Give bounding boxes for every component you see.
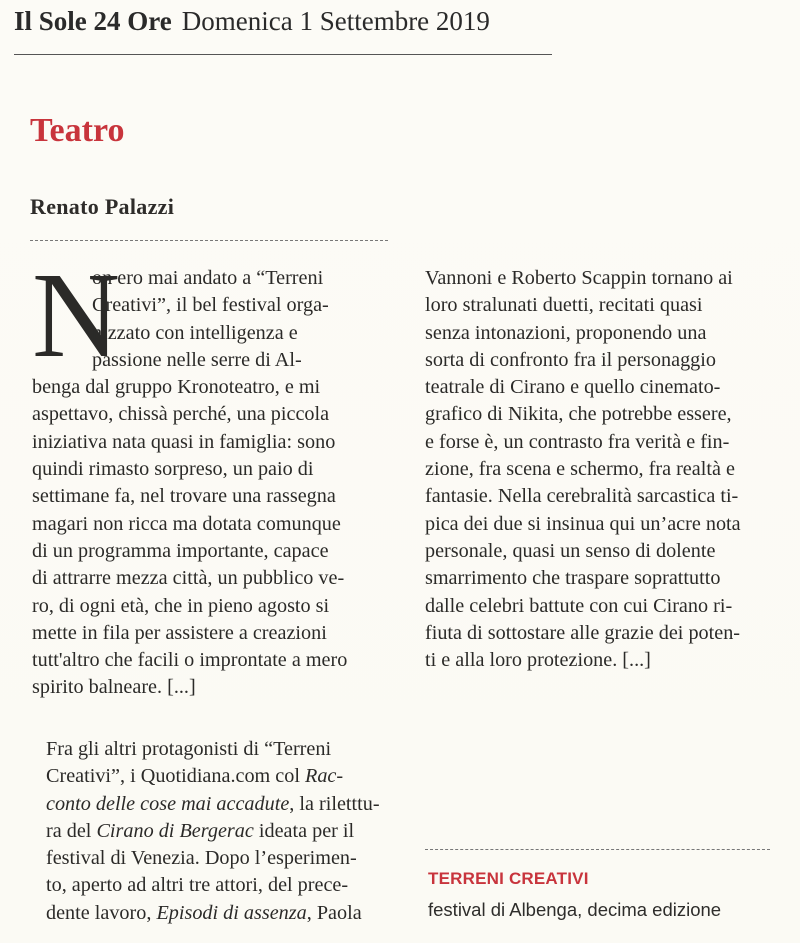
article-line: ra del Cirano di Bergerac ideata per il bbox=[46, 819, 355, 842]
article-line: dalle celebri battute con cui Cirano ri- bbox=[425, 594, 733, 617]
author-byline: Renato Palazzi bbox=[30, 194, 175, 219]
article-line: loro stralunati duetti, recitati quasi bbox=[425, 294, 703, 317]
masthead-brand: Il Sole 24 Ore bbox=[14, 6, 172, 36]
article-line: mette in fila per assistere a creazioni bbox=[32, 621, 327, 644]
article-line: Vannoni e Roberto Scappin tornano ai bbox=[425, 267, 733, 289]
article-line: personale, quasi un senso di dolente bbox=[425, 539, 716, 562]
author-divider bbox=[30, 240, 388, 241]
drop-cap: N bbox=[32, 248, 121, 383]
article-line: dente lavoro, Episodi di assenza, Paola bbox=[46, 901, 362, 924]
article-line: Creativi”, i Quotidiana.com col Rac- bbox=[46, 765, 344, 788]
article-line: passione nelle serre di Al- bbox=[92, 348, 302, 371]
masthead-divider bbox=[14, 54, 552, 55]
article-line: fiuta di sottostare alle grazie dei poten- bbox=[425, 621, 741, 644]
article-line: on ero mai andato a “Terreni bbox=[92, 267, 324, 289]
masthead-date: Domenica 1 Settembre 2019 bbox=[181, 6, 490, 36]
article-line: benga dal gruppo Kronoteatro, e mi bbox=[32, 376, 321, 399]
article-line: to, aperto ad altri tre attori, del prece- bbox=[46, 874, 349, 897]
article-line: grafico di Nikita, che potrebbe essere, bbox=[425, 403, 732, 426]
article-line: fantasie. Nella cerebralità sarcastica ti- bbox=[425, 485, 739, 508]
article-column-left-top bbox=[32, 248, 388, 702]
article-line: spirito balneare. [...] bbox=[32, 676, 196, 699]
info-box-divider bbox=[425, 849, 770, 850]
article-line: magari non ricca ma dotata comunque bbox=[32, 512, 341, 535]
article-line: conto delle cose mai accadute, la riletttu- bbox=[46, 792, 380, 815]
article-line: senza intonazioni, proponendo una bbox=[425, 321, 707, 344]
article-column-right bbox=[425, 265, 795, 674]
section-title: Teatro bbox=[30, 112, 125, 149]
article-line: di un programma importante, capace bbox=[32, 539, 329, 562]
article-line: nizzato con intelligenza e bbox=[92, 321, 298, 344]
article-column-left-bottom bbox=[46, 736, 390, 927]
article-line: ro, di ogni età, che in pieno agosto si bbox=[32, 594, 330, 617]
article-line: e forse è, un contrasto fra verità e fin- bbox=[425, 430, 730, 453]
article-line: Fra gli altri protagonisti di “Terreni bbox=[46, 738, 332, 760]
article-line: settimane fa, nel trovare una rassegna bbox=[32, 485, 336, 508]
article-line: Creativi”, il bel festival orga- bbox=[92, 294, 329, 317]
article-line: aspettavo, chissà perché, una piccola bbox=[32, 403, 330, 426]
article-line: pica dei due si insinua qui un’acre nota bbox=[425, 512, 741, 535]
masthead bbox=[14, 6, 490, 37]
article-line: smarrimento che traspare soprattutto bbox=[425, 567, 721, 590]
info-box-subtitle: festival di Albenga, decima edizione bbox=[428, 899, 722, 920]
info-box-title: TERRENI CREATIVI bbox=[428, 869, 589, 888]
article-line: di attrarre mezza città, un pubblico ve- bbox=[32, 567, 345, 590]
article-line: zione, fra scena e schermo, fra realtà e bbox=[425, 458, 735, 481]
article-line: festival di Venezia. Dopo l’esperimen- bbox=[46, 847, 357, 870]
article-line: teatrale di Cirano e quello cinemato- bbox=[425, 376, 721, 399]
article-line: quindi rimasto sorpreso, un paio di bbox=[32, 458, 314, 481]
article-line: tutt'altro che facili o improntate a mero bbox=[32, 649, 348, 672]
article-line: ti e alla loro protezione. [...] bbox=[425, 649, 651, 672]
article-line: sorta di confronto fra il personaggio bbox=[425, 348, 716, 371]
article-line: iniziativa nata quasi in famiglia: sono bbox=[32, 430, 336, 453]
